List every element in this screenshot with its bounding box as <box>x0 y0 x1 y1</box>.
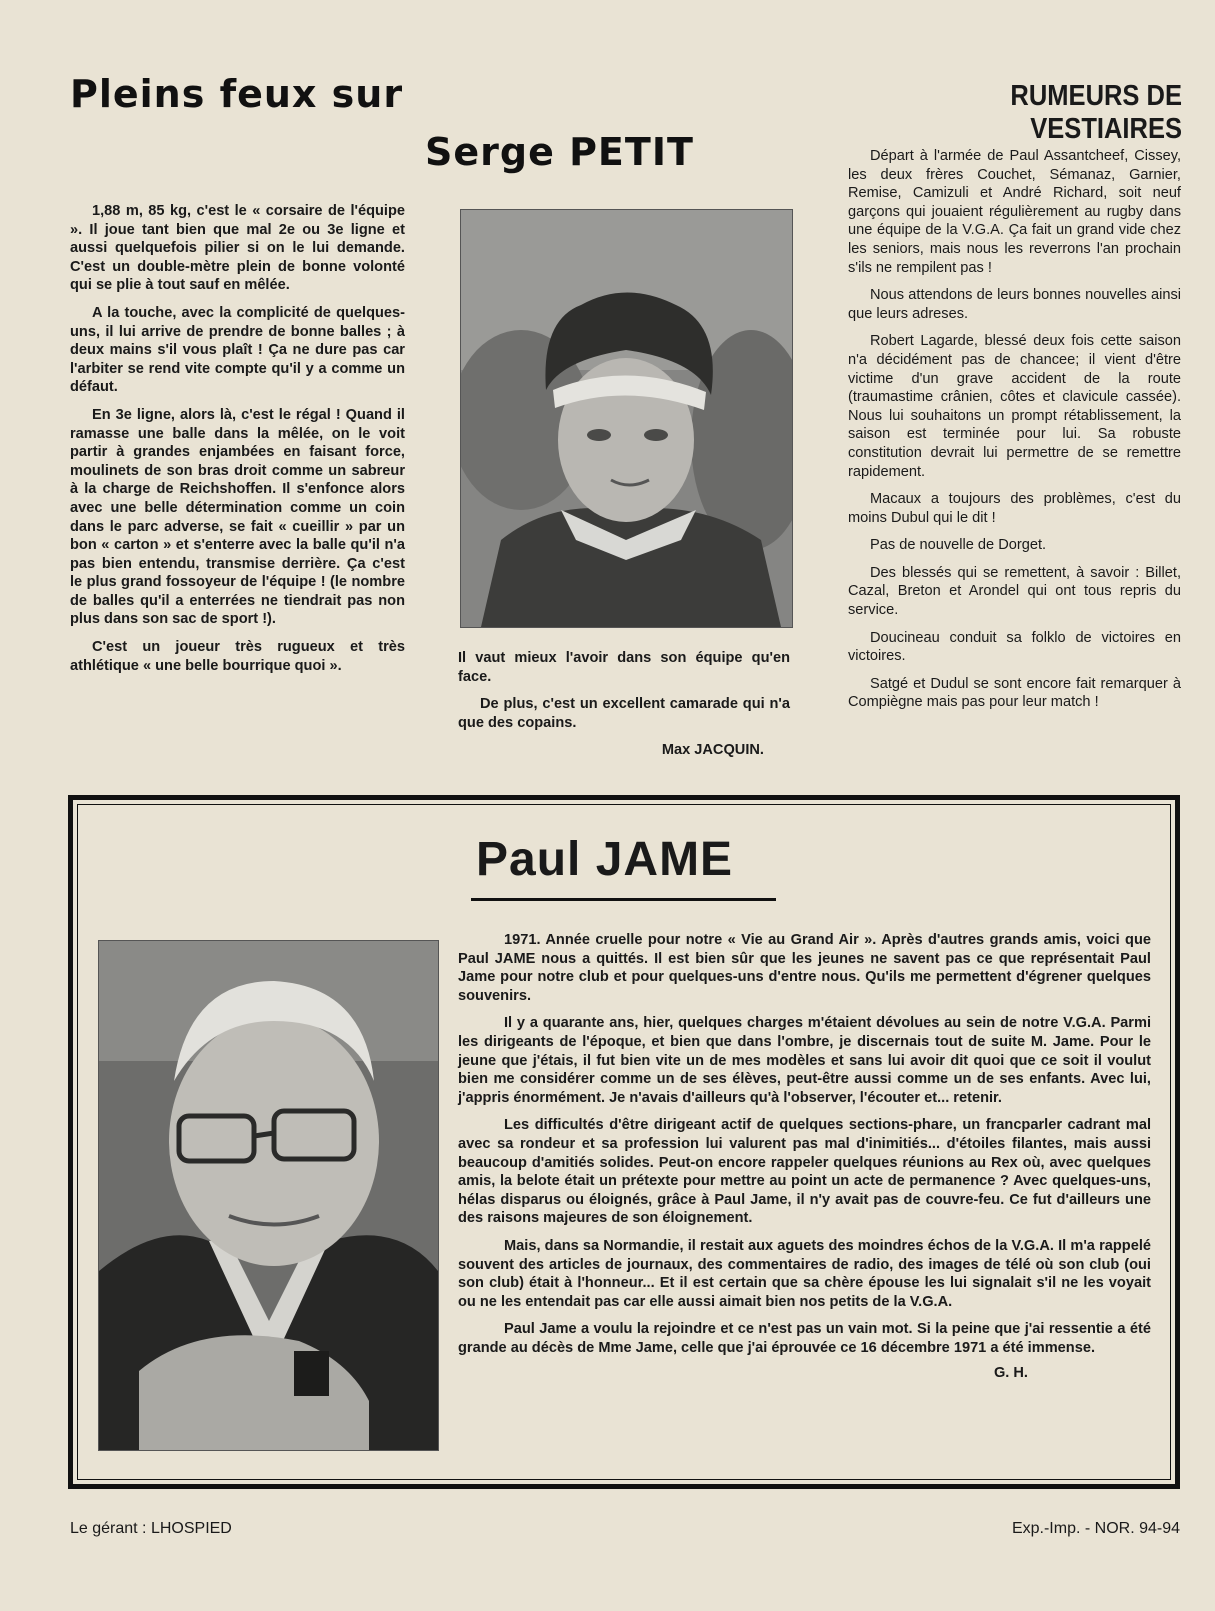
jame-paragraph: Paul Jame a voulu la rejoindre et ce n'est pas un vain mot. Si la peine que j'ai ressentie a été grande au décès de Mme Jame, celle que j'ai éprouvée ce 16 décembre 1971 a été immense. <box>458 1321 1151 1356</box>
caption-line-2: De plus, c'est un excellent camarade qui n'a que des copains. <box>458 696 790 731</box>
footer-printer: Exp.-Imp. - NOR. 94-94 <box>1011 1520 1180 1537</box>
petit-article <box>70 202 405 684</box>
rumeurs-paragraph: Nous attendons de leurs bonnes nouvelles ainsi que leurs adreses. <box>848 287 1181 322</box>
rugby-player-portrait-icon <box>461 210 792 627</box>
petit-caption <box>458 649 790 760</box>
rumeurs-paragraph: Robert Lagarde, blessé deux fois cette saison n'a décidément pas de chancee; il vient d'être victime d'un grave accident de la route (traumastime crânien, côtes et clavicule cassée). Nous lui souhaitons un prompt rétablissement, la saison est terminée pour lui. Sa robuste constitution devrait lui permettre de se remettre rapidement. <box>848 333 1181 480</box>
rumeurs-title: RUMEURS DE VESTIAIRES <box>1010 80 1182 145</box>
petit-paragraph: 1,88 m, 85 kg, c'est le « corsaire de l'équipe ». Il joue tant bien que mal 2e ou 3e ligne et aussi quelquefois pilier si on le lui demande. C'est un double-mètre plein de bonne volonté qui se plie à tout sauf en mêlée. <box>70 203 405 294</box>
petit-title-line2: Serge PETIT <box>425 130 694 174</box>
rumeurs-paragraph: Macaux a toujours des problèmes, c'est du moins Dubul qui le dit ! <box>848 491 1181 526</box>
jame-title: Paul JAME <box>476 833 734 886</box>
jame-paragraph: 1971. Année cruelle pour notre « Vie au Grand Air ». Après d'autres grands amis, voici que Paul JAME nous a quittés. Il est bien sûr que les jeunes ne savent pas ce que représentait Paul Jame pour notre club et pour quelques-uns d'entre nous. Qu'ils me permettent d'égrener quelques souvenirs. <box>458 932 1151 1004</box>
serge-petit-photo <box>460 209 793 628</box>
jame-paragraph: Les difficultés d'être dirigeant actif de quelques sections-phare, un francparler cadrant mal avec sa rondeur et sa profession lui valurent pas mal d'inimitiés... d'étoiles filantes, mais aussi beaucoup d'amitiés solides. Peut-on encore rappeler quelques réunions au Rex où, avec quelques amis, la belote était un prétexte pour mettre au point un acte de permanence ? Avec quelques-uns, hélas disparus ou éloignés, grâce à Paul Jame, il n'y avait pas de couvre-feu. Ce fut d'ailleurs une des raisons majeures de son éloignement. <box>458 1117 1151 1227</box>
signature-max-jacquin: Max JACQUIN. <box>661 742 764 759</box>
jame-paragraph: Il y a quarante ans, hier, quelques charges m'étaient dévolues au sein de notre V.G.A. Parmi les dirigeants de l'époque, et bien que dans l'ombre, je discernais tout de suite M. Jame. Pour le jeune que j'étais, il fut bien vite un de mes modèles et sans lui avoir dit quoi que ce soit il voulut bien me considérer comme un de ses élèves, peut-être aussi comme un de ses enfants. Avec lui, j'appris énormément. Je n'avais d'ailleurs qu'à l'observer, l'écouter et... retenir. <box>458 1015 1151 1106</box>
footer-gerant: Le gérant : LHOSPIED <box>70 1520 232 1537</box>
petit-paragraph: A la touche, avec la complicité de quelques-uns, il lui arrive de prendre de bonne balles ; à deux mains s'il vous plaît ! Ça ne dure pas car l'arbiter se rend vite compte qu'il y a comme un défaut. <box>70 304 405 396</box>
petit-title-line1: Pleins feux sur <box>70 72 404 116</box>
jame-title-underline <box>471 898 776 901</box>
rumeurs-paragraph: Départ à l'armée de Paul Assantcheef, Cissey, les deux frères Couchet, Sémanaz, Garnier, Remise, Camizuli et André Richard, soit neuf garçons qui jouaient régulièrement au rugby dans une équipe de la V.G.A. Ça fait un grand vide chez les seniors, mais nous les reverrons l'an prochain s'ils ne rempilent pas ! <box>848 148 1181 276</box>
rumeurs-paragraph: Satgé et Dudul se sont encore fait remarquer à Compiègne mais pas pour leur match ! <box>848 675 1181 711</box>
rumeurs-paragraph: Pas de nouvelle de Dorget. <box>870 537 1047 554</box>
signature-gh: G. H. <box>993 1365 1028 1382</box>
rumeurs-paragraph: Doucineau conduit sa folklo de victoires en victoires. <box>848 629 1181 665</box>
paul-jame-photo <box>98 940 439 1451</box>
jame-paragraph: Mais, dans sa Normandie, il restait aux aguets des moindres échos de la V.G.A. Il m'a rappelé souvent des articles de journaux, des commentaires de radio, des images de télé où son club (oui son club) était à l'honneur... Et il est certain que sa chère épouse les lui signalait s'il ne les voyait ou ne les entendait pas car elle aussi aimait bien nos petits de la V.G.A. <box>458 1237 1151 1310</box>
elderly-man-portrait-icon <box>99 941 438 1450</box>
caption-line-1: Il vaut mieux l'avoir dans son équipe qu'en face. <box>458 650 790 685</box>
petit-paragraph: C'est un joueur très rugueux et très athlétique « une belle bourrique quoi ». <box>70 639 405 674</box>
jame-article <box>458 931 1151 1383</box>
petit-paragraph: En 3e ligne, alors là, c'est le régal ! Quand il ramasse une balle dans la mêlée, on le voit partir à grandes enjambées en faisant force, moulinets de son bras droit comme un sabreur à la charge de Reichshoffen. Il s'enfonce alors avec une belle détermination comme un coin dans le parc adverse, se fait « cueillir » par un bon « carton » et s'enterre avec la balle qu'il n'a pas bien entendu, transmise derrière. Ça c'est le plus grand fossoyeur de l'équipe ! (le nombre de balles qu'il a enterrées ne tiendrait pas non plus dans son sac de sport !). <box>70 406 405 628</box>
rumeurs-article <box>848 147 1181 721</box>
rumeurs-paragraph: Des blessés qui se remettent, à savoir : Billet, Cazal, Breton et Arondel qui ont tous repris du service. <box>848 564 1181 619</box>
